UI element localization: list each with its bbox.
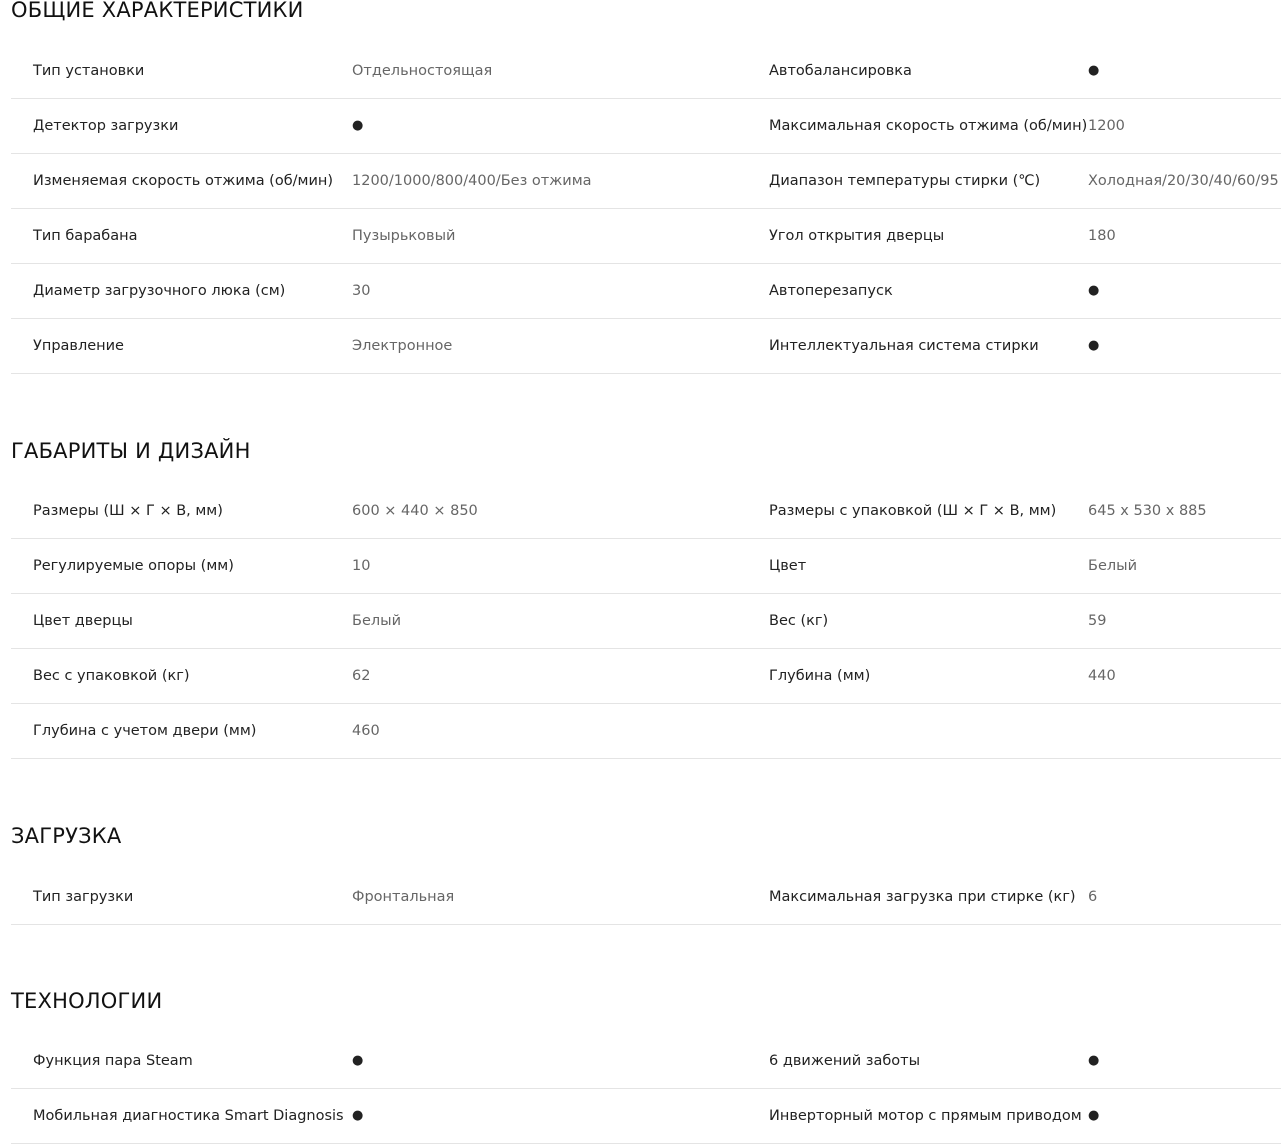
spec-value-dot: ● [352, 1053, 364, 1068]
spec-table [11, 870, 1281, 925]
spec-label: Тип загрузки [33, 889, 134, 905]
spec-value: 440 [1088, 668, 1116, 684]
spec-label: Интеллектуальная система стирки [769, 338, 1039, 354]
spec-row [11, 154, 1281, 209]
spec-label: Максимальная загрузка при стирке (кг) [769, 889, 1076, 905]
spec-value-dot: ● [1088, 283, 1100, 298]
spec-label: Автобалансировка [769, 63, 912, 79]
spec-label: Регулируемые опоры (мм) [33, 558, 234, 574]
spec-value: Пузырьковый [352, 228, 456, 244]
spec-label: Управление [33, 338, 124, 354]
spec-value: Холодная/20/30/40/60/95 [1088, 173, 1279, 189]
spec-row [11, 484, 1281, 539]
spec-label: Тип установки [33, 63, 145, 79]
spec-value: 1200/1000/800/400/Без отжима [352, 173, 592, 189]
spec-label: Автоперезапуск [769, 283, 893, 299]
spec-label: Функция пара Steam [33, 1053, 193, 1069]
spec-value-dot: ● [1088, 338, 1100, 353]
spec-row [11, 209, 1281, 264]
spec-label: Цвет дверцы [33, 613, 133, 629]
spec-row [11, 649, 1281, 704]
spec-value: 645 x 530 x 885 [1088, 503, 1207, 519]
spec-value-dot: ● [1088, 63, 1100, 78]
spec-row [11, 264, 1281, 319]
spec-value: Фронтальная [352, 889, 455, 905]
spec-label: Глубина с учетом двери (мм) [33, 723, 257, 739]
spec-label: Мобильная диагностика Smart Diagnosis [33, 1108, 344, 1124]
spec-value-dot: ● [352, 118, 364, 133]
spec-value: 1200 [1088, 118, 1125, 134]
spec-label: Глубина (мм) [769, 668, 871, 684]
spec-label: Цвет [769, 558, 807, 574]
spec-label: 6 движений заботы [769, 1053, 921, 1069]
section-title: ЗАГРУЗКА [11, 824, 122, 848]
spec-label: Тип барабана [33, 228, 138, 244]
spec-value-dot: ● [352, 1108, 364, 1123]
section-title: ТЕХНОЛОГИИ [11, 989, 163, 1013]
spec-value: Белый [1088, 558, 1138, 574]
spec-label: Вес (кг) [769, 613, 829, 629]
spec-label: Инверторный мотор с прямым приводом [769, 1108, 1082, 1124]
spec-label: Диаметр загрузочного люка (см) [33, 283, 286, 299]
spec-row [11, 99, 1281, 154]
spec-label: Размеры с упаковкой (Ш × Г × В, мм) [769, 503, 1057, 519]
spec-value: 59 [1088, 613, 1107, 629]
spec-label: Диапазон температуры стирки (℃) [769, 173, 1041, 189]
spec-value: 600 × 440 × 850 [352, 503, 478, 519]
spec-label: Угол открытия дверцы [769, 228, 945, 244]
spec-value: 10 [352, 558, 371, 574]
spec-value: Отдельностоящая [352, 63, 493, 79]
section-title: ГАБАРИТЫ И ДИЗАЙН [11, 439, 251, 463]
spec-value-dot: ● [1088, 1053, 1100, 1068]
spec-label: Максимальная скорость отжима (об/мин) [769, 118, 1088, 134]
spec-value: 62 [352, 668, 371, 684]
spec-row [11, 44, 1281, 99]
spec-label: Изменяемая скорость отжима (об/мин) [33, 173, 334, 189]
spec-row [11, 1034, 1281, 1089]
spec-row [11, 594, 1281, 649]
spec-table [11, 484, 1281, 759]
spec-label: Вес с упаковкой (кг) [33, 668, 190, 684]
spec-row [11, 870, 1281, 925]
section-title: ОБЩИЕ ХАРАКТЕРИСТИКИ [11, 0, 304, 22]
spec-row [11, 704, 1281, 759]
spec-row [11, 319, 1281, 374]
spec-row [11, 539, 1281, 594]
spec-table [11, 1034, 1281, 1144]
spec-value: 460 [352, 723, 380, 739]
spec-label: Детектор загрузки [33, 118, 179, 134]
spec-value: 30 [352, 283, 371, 299]
spec-row [11, 1089, 1281, 1144]
spec-label: Размеры (Ш × Г × В, мм) [33, 503, 223, 519]
spec-table [11, 44, 1281, 374]
spec-value: Белый [352, 613, 402, 629]
spec-value-dot: ● [1088, 1108, 1100, 1123]
spec-value: 6 [1088, 889, 1098, 905]
spec-value: 180 [1088, 228, 1116, 244]
spec-value: Электронное [352, 338, 453, 354]
